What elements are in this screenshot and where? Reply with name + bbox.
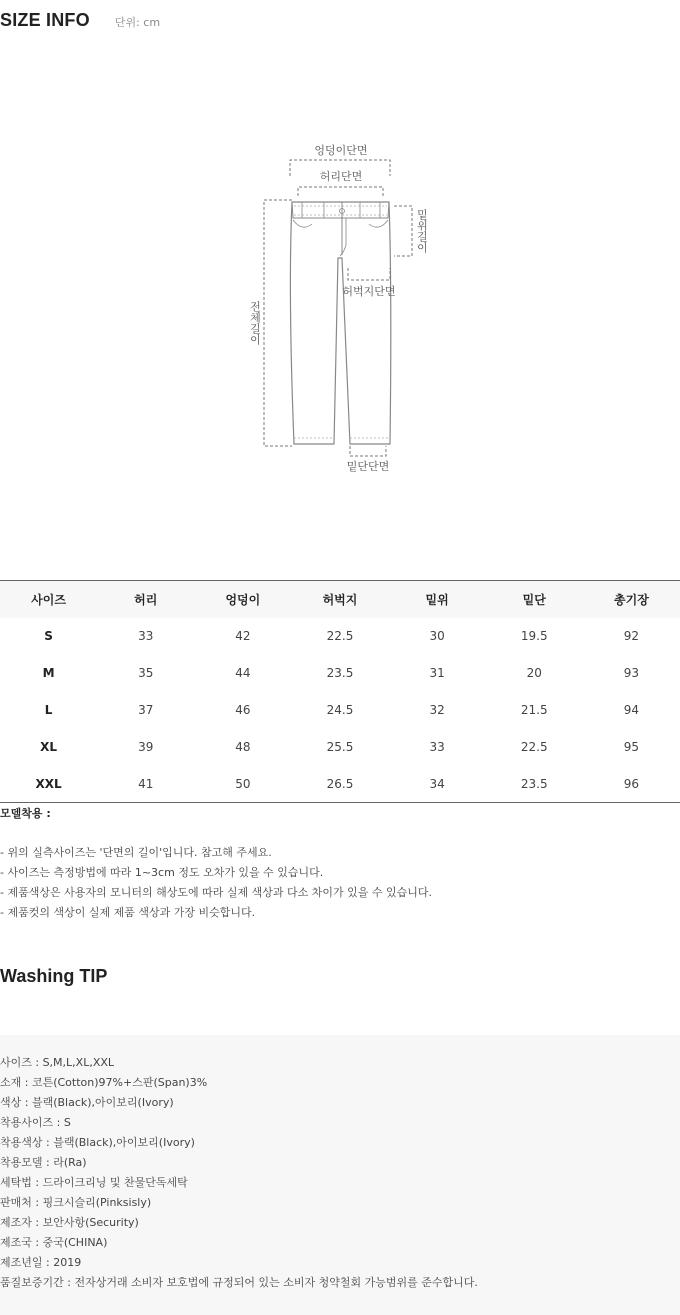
hem-label: 밑단단면: [346, 460, 390, 473]
table-cell: XL: [40, 740, 58, 754]
header-cell-thigh: 허벅지: [322, 592, 358, 607]
thigh-label: 허벅지단면: [342, 285, 396, 298]
table-header-row: [0, 581, 680, 618]
list-item: 사이즈 : S,M,L,XL,XXL: [0, 1056, 115, 1069]
table-cell: M: [42, 666, 55, 680]
total-length-label: 전체길이: [248, 301, 262, 345]
table-cell: 35: [138, 666, 154, 680]
hip-label: 엉덩이단면: [314, 144, 368, 157]
washing-tip-title: Washing TIP: [0, 966, 108, 986]
table-cell: 96: [623, 776, 640, 791]
table-row: [0, 692, 680, 729]
list-item: 세탁법 : 드라이크리닝 및 찬물단독세탁: [0, 1176, 188, 1189]
model-fit-label: 모델착용 :: [0, 807, 51, 820]
table-cell: 48: [235, 740, 251, 754]
table-cell: 26.5: [326, 776, 354, 791]
header-cell-hem: 밑단: [522, 592, 546, 607]
list-item: - 위의 실측사이즈는 '단면의 길이'입니다. 참고해 주세요.: [0, 846, 272, 859]
header-cell-waist: 허리: [134, 592, 158, 607]
header-cell-size: 사이즈: [31, 592, 66, 607]
table-cell: 25.5: [326, 740, 354, 754]
table-cell: 37: [138, 703, 154, 717]
table-row: [0, 618, 680, 655]
list-item: 제조년일 : 2019: [0, 1256, 82, 1269]
table-cell: 19.5: [520, 629, 548, 643]
list-item: 제조국 : 중국(CHINA): [0, 1236, 108, 1249]
list-item: 색상 : 블랙(Black),아이보리(Ivory): [0, 1096, 174, 1109]
list-item: 소재 : 코튼(Cotton)97%+스판(Span)3%: [0, 1076, 208, 1089]
unit-label: 단위: cm: [114, 16, 161, 29]
rise-label: 밑위길이: [415, 209, 429, 253]
list-item: 착용색상 : 블랙(Black),아이보리(Ivory): [0, 1136, 195, 1149]
table-cell: 33: [138, 629, 154, 643]
header-cell-total-length: 총기장: [614, 592, 649, 607]
table-row: [0, 766, 680, 803]
table-cell: 31: [429, 666, 445, 680]
table-cell: 24.5: [326, 703, 354, 717]
table-cell: 33: [429, 740, 445, 754]
table-cell: L: [44, 703, 53, 717]
pants-outline: [290, 202, 390, 444]
table-cell: 50: [235, 776, 251, 791]
list-item: 제조자 : 보안사항(Security): [0, 1216, 139, 1229]
table-cell: 92: [623, 629, 640, 643]
list-item: - 사이즈는 측정방법에 따라 1~3cm 정도 오차가 있을 수 있습니다.: [0, 866, 324, 879]
list-item: - 제품색상은 사용자의 모니터의 해상도에 따라 실제 색상과 다소 차이가 있을 수 있습니다.: [0, 886, 432, 899]
table-cell: 22.5: [326, 629, 354, 643]
list-item: 착용모델 : 라(Ra): [0, 1156, 87, 1169]
table-cell: XXL: [35, 776, 62, 791]
product-info-list: [0, 1055, 478, 1295]
list-item: 품질보증기간 : 전자상거래 소비자 보호법에 규정되어 있는 소비자 청약철회 가능범위를 준수합니다.: [0, 1276, 478, 1289]
table-cell: 46: [235, 703, 251, 717]
table-cell: 23.5: [520, 776, 548, 791]
table-cell: 20: [526, 666, 542, 680]
table-cell: 44: [235, 666, 251, 680]
table-cell: 39: [138, 740, 154, 754]
table-cell: 30: [429, 629, 445, 643]
table-cell: 21.5: [520, 703, 548, 717]
table-cell: S: [44, 629, 53, 643]
size-table: [0, 580, 680, 803]
list-item: - 제품컷의 색상이 실제 제품 색상과 가장 비슷합니다.: [0, 906, 256, 919]
list-item: 판매처 : 핑크시슬리(Pinksisly): [0, 1196, 152, 1209]
size-info-title: SIZE INFO: [0, 10, 90, 30]
header-cell-rise: 밑위: [425, 592, 449, 607]
table-row: [0, 729, 680, 766]
table-cell: 22.5: [520, 740, 548, 754]
header-cell-hip: 엉덩이: [225, 592, 261, 607]
table-cell: 41: [138, 776, 154, 791]
waist-label: 허리단면: [319, 170, 363, 183]
table-cell: 23.5: [326, 666, 354, 680]
table-cell: 42: [235, 629, 251, 643]
pants-illustration: [240, 140, 440, 480]
size-info-header: [0, 10, 160, 31]
table-cell: 32: [429, 703, 445, 717]
table-cell: 94: [623, 703, 640, 717]
table-cell: 95: [623, 740, 640, 754]
table-row: [0, 655, 680, 692]
table-cell: 93: [623, 666, 640, 680]
notes-list: [0, 845, 432, 925]
table-cell: 34: [429, 776, 445, 791]
list-item: 착용사이즈 : S: [0, 1116, 71, 1129]
pants-measurement-diagram: [240, 140, 440, 480]
